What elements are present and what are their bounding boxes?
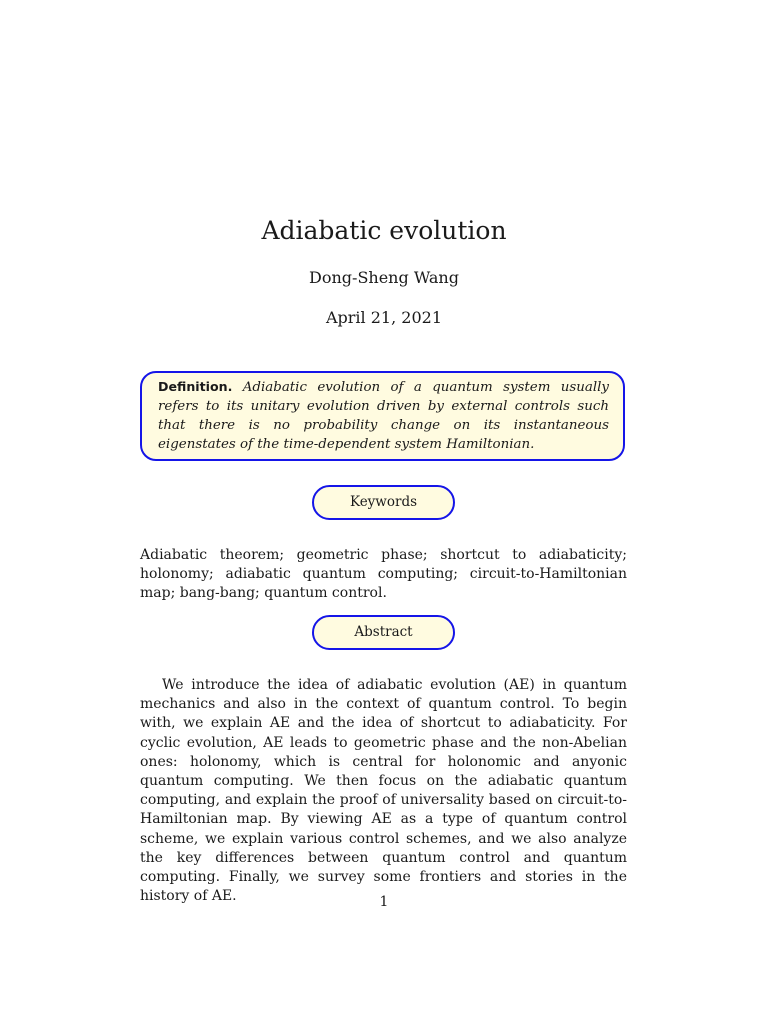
definition-label: Definition. bbox=[158, 379, 233, 394]
paper-title: Adiabatic evolution bbox=[261, 216, 507, 245]
publication-date: April 21, 2021 bbox=[325, 308, 442, 327]
keywords-text: Adiabatic theorem; geometric phase; shortcut to adiabaticity; holonomy; adiabatic quantum computing; circuit-to-Hamiltonian map; bang-bang; quantum control. bbox=[140, 547, 627, 601]
abstract-heading: Abstract bbox=[312, 615, 455, 650]
author-name: Dong-Sheng Wang bbox=[309, 268, 459, 287]
page-number: 1 bbox=[379, 894, 389, 910]
abstract-text: We introduce the idea of adiabatic evolution (AE) in quantum mechanics and also in the context of quantum control. To begin with, we explain AE and the idea of shortcut to adiabaticity. For cyclic evolution, AE leads to geometric phase and the non-Abelian ones: holonomy, which is central for holonomic and anyonic quantum computing. We then focus on the adiabatic quantum computing, and explain the proof of universality based on circuit-to-Hamiltonian map. By viewing AE as a type of quantum control scheme, we explain various control schemes, and we also analyze the key differences between quantum control and quantum computing. Finally, we survey some frontiers and stories in the history of AE. bbox=[140, 677, 627, 905]
definition-box bbox=[140, 371, 625, 461]
keywords-heading: Keywords bbox=[312, 485, 455, 520]
definition-text: Adiabatic evolution of a quantum system usually refers to its unitary evolution driven by external controls such that there is no probability change on its instantaneous eigenstates of the time-dependent system Hamiltonian. bbox=[158, 380, 609, 452]
